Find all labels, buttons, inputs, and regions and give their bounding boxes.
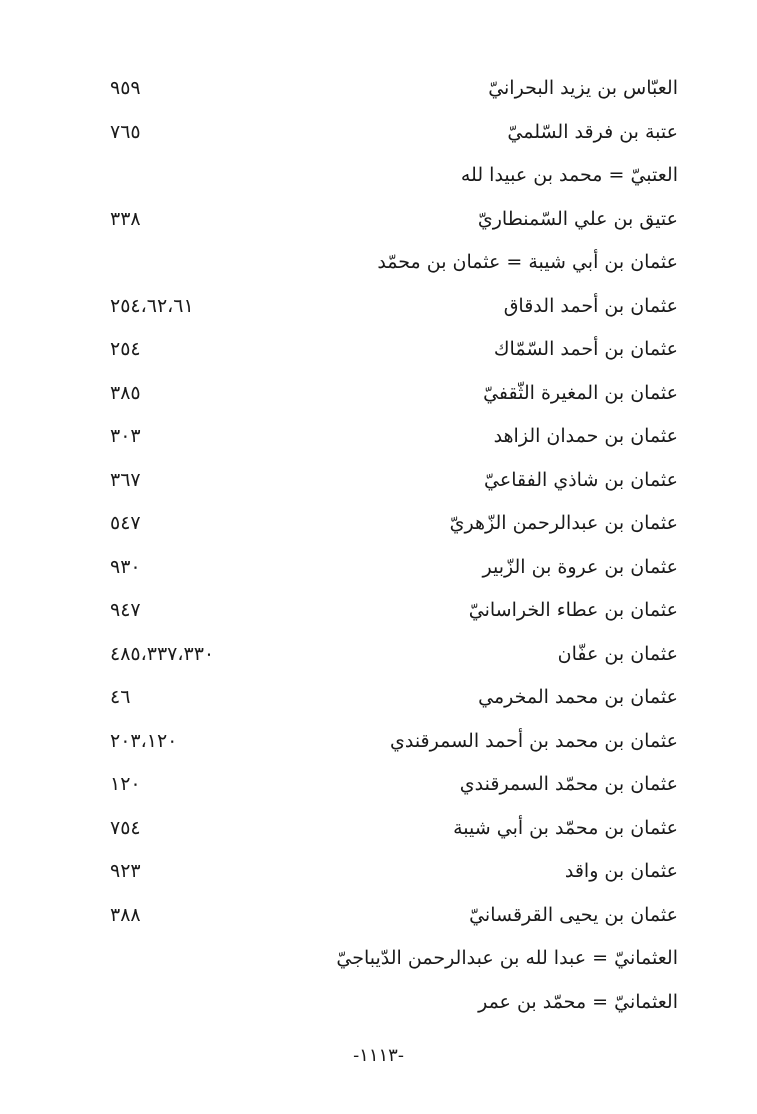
index-entry (110, 68, 678, 112)
entry-name: عثمان بن أحمد السّمّاك (493, 338, 678, 360)
entry-name: عثمان بن يحيى القرقسانيّ (469, 903, 678, 926)
entry-name: عثمان بن أبي شيبة = عثمان بن محمّد (377, 251, 678, 273)
entry-pages: ٣٠٣ (110, 425, 141, 447)
index-entry (110, 677, 678, 721)
page-number: -١١١٣- (353, 1045, 404, 1066)
index-entry (110, 764, 678, 808)
entry-pages: ٢٠٣،١٢٠ (110, 729, 178, 752)
entry-name: عتيق بن علي السّمنطاريّ (477, 207, 678, 230)
entry-name: عثمان بن عفّان (557, 642, 678, 665)
entry-name: عثمان بن شاذي الفقاعيّ (484, 468, 678, 491)
entry-name: العثمانيّ = محمّد بن عمر (478, 990, 678, 1013)
index-entry (110, 590, 678, 634)
entry-name: عثمان بن عروة بن الزّبير (482, 555, 678, 578)
index-list (110, 68, 678, 1025)
index-entry (110, 938, 678, 982)
entry-name: عثمان بن محمّد السمرقندي (459, 773, 678, 795)
entry-name: عثمان بن عطاء الخراسانيّ (468, 599, 678, 621)
entry-name: العتبيّ = محمد بن عبيدا لله (460, 164, 678, 186)
index-entry (110, 460, 678, 504)
entry-name: عثمان بن محمد بن أحمد السمرقندي (389, 729, 678, 752)
entry-pages: ٥٤٧ (110, 512, 141, 534)
index-entry (110, 634, 678, 678)
index-entry (110, 242, 678, 286)
entry-name: العثمانيّ = عبدا لله بن عبدالرحمن الدّيباجيّ (336, 947, 678, 969)
entry-pages: ١٢٠ (110, 773, 141, 795)
index-entry (110, 851, 678, 895)
index-entry (110, 286, 678, 330)
entry-pages: ٣٣٨ (110, 207, 141, 230)
entry-pages: ٢٥٤،٦٢،٦١ (110, 294, 194, 317)
entry-pages: ٩٢٣ (110, 860, 141, 882)
entry-pages: ٤٦ (110, 686, 131, 708)
index-entry (110, 416, 678, 460)
entry-pages: ٩٤٧ (110, 599, 141, 621)
entry-name: عثمان بن عبدالرحمن الزّهريّ (449, 512, 678, 534)
index-entry (110, 329, 678, 373)
entry-name: العبّاس بن يزيد البحرانيّ (488, 77, 678, 99)
index-entry (110, 112, 678, 156)
entry-pages: ٣٨٥ (110, 381, 141, 404)
entry-pages: ٧٥٤ (110, 816, 141, 839)
index-entry (110, 547, 678, 591)
index-entry (110, 503, 678, 547)
entry-name: عثمان بن حمدان الزاهد (493, 425, 678, 447)
index-entry (110, 155, 678, 199)
entry-pages: ٣٦٧ (110, 468, 141, 491)
entry-pages: ٤٨٥،٣٣٧،٣٣٠ (110, 642, 215, 665)
entry-name: عثمان بن محمّد بن أبي شيبة (453, 816, 678, 839)
entry-pages: ٩٣٠ (110, 555, 141, 578)
index-entry (110, 895, 678, 939)
index-entry (110, 808, 678, 852)
entry-pages: ٣٨٨ (110, 903, 141, 926)
entry-name: عثمان بن المغيرة الثّقفيّ (483, 381, 678, 404)
entry-name: عثمان بن واقد (564, 860, 678, 882)
entry-pages: ٩٥٩ (110, 77, 141, 99)
index-entry (110, 199, 678, 243)
index-entry (110, 721, 678, 765)
entry-name: عثمان بن أحمد الدقاق (503, 294, 678, 317)
entry-name: عثمان بن محمد المخرمي (478, 686, 678, 708)
index-entry (110, 373, 678, 417)
entry-pages: ٧٦٥ (110, 120, 141, 143)
index-entry (110, 982, 678, 1026)
entry-name: عتبة بن فرقد السّلميّ (507, 120, 678, 143)
entry-pages: ٢٥٤ (110, 338, 141, 360)
